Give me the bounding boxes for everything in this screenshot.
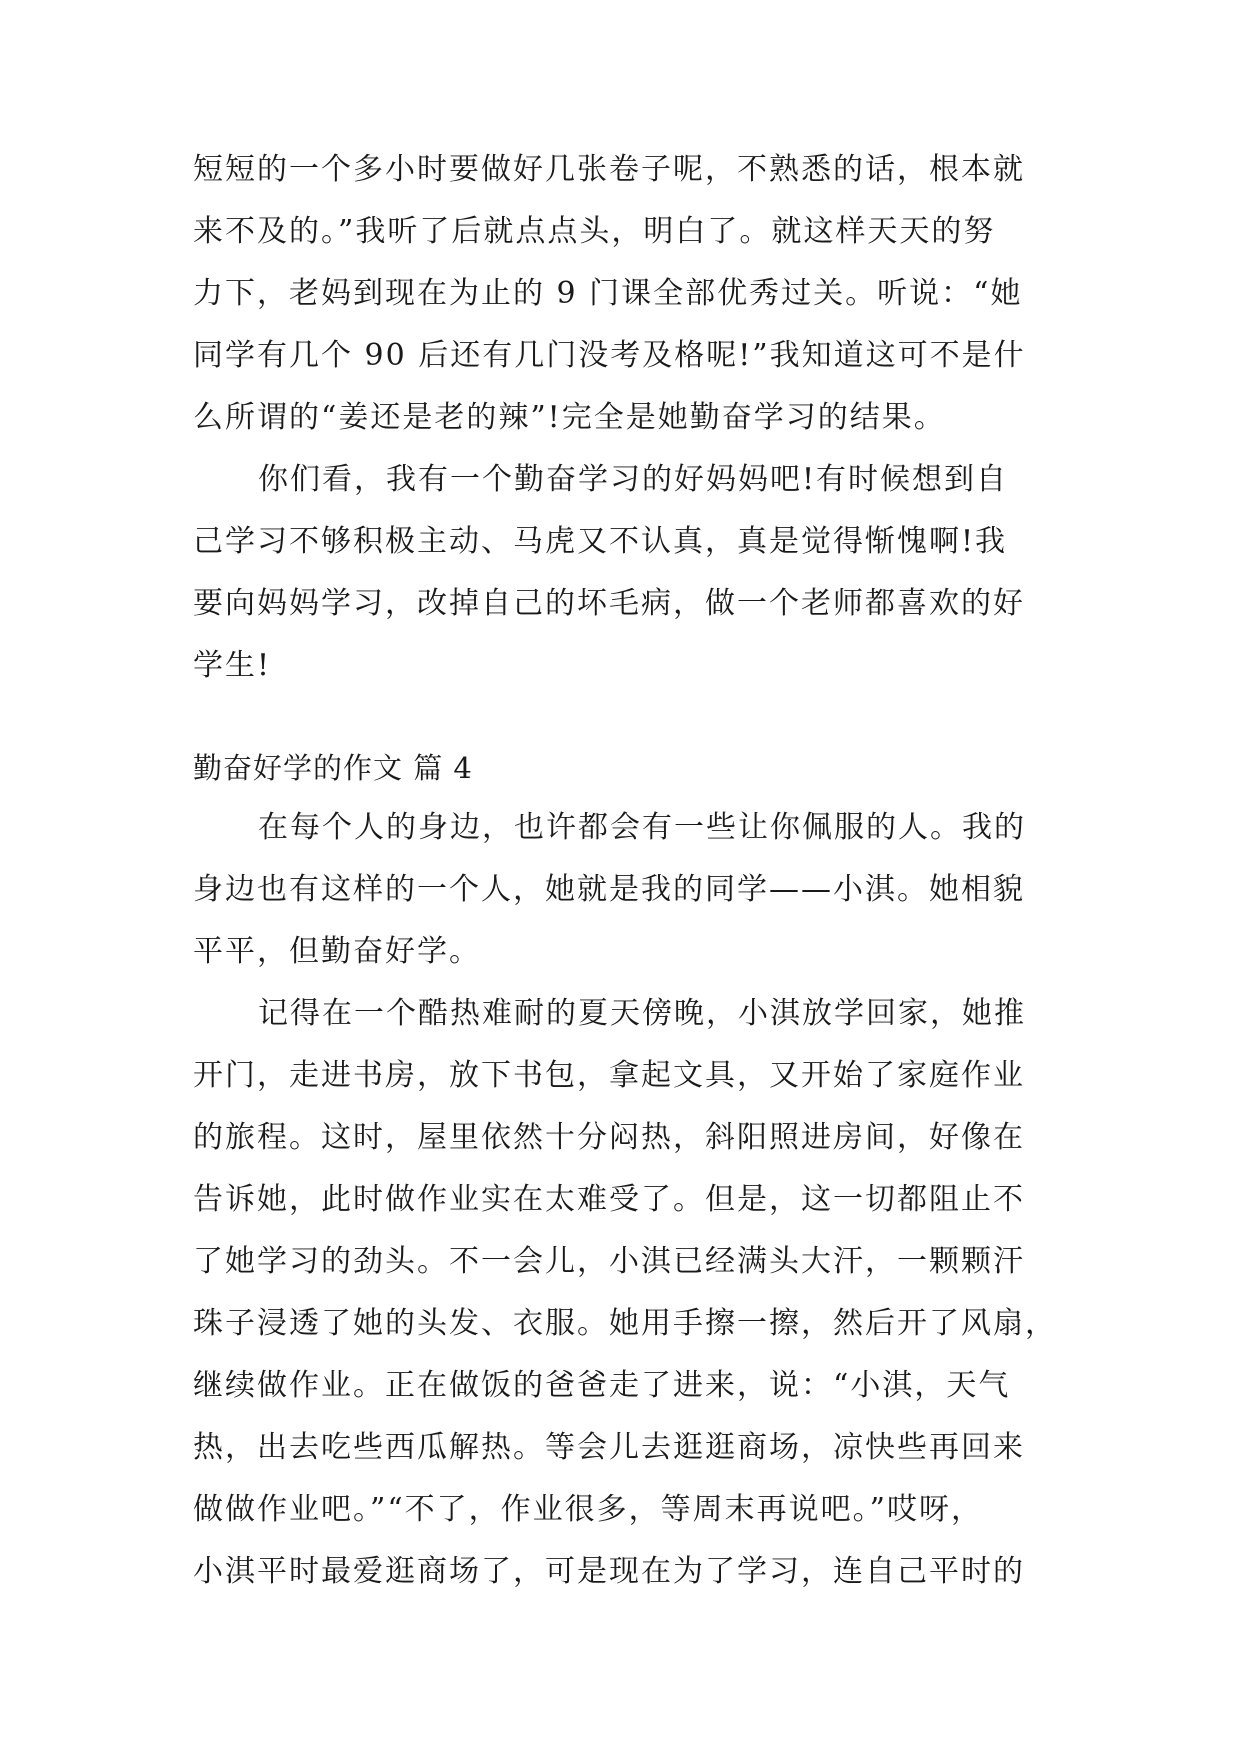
text-line: 己学习不够积极主动、马虎又不认真，真是觉得惭愧啊!我 <box>193 524 1008 559</box>
text-line: 同学有几个 90 后还有几门没考及格呢!”我知道这可不是什 <box>193 338 1026 373</box>
text-line: 学生! <box>193 648 272 683</box>
section-heading: 勤奋好学的作文 篇 4 <box>193 751 473 785</box>
text-line: 你们看，我有一个勤奋学习的好妈妈吧!有时候想到自 <box>258 462 1009 497</box>
text-line: 记得在一个酷热难耐的夏天傍晚，小淇放学回家，她推 <box>258 996 1026 1031</box>
text-line: 开门，走进书房，放下书包，拿起文具，又开始了家庭作业 <box>193 1058 1025 1093</box>
text-line: 继续做作业。正在做饭的爸爸走了进来，说：“小淇，天气 <box>193 1368 1011 1403</box>
text-line: 小淇平时最爱逛商场了，可是现在为了学习，连自己平时的 <box>193 1554 1025 1589</box>
text-line: 平平，但勤奋好学。 <box>193 934 481 969</box>
text-line: 身边也有这样的一个人，她就是我的同学——小淇。她相貌 <box>193 872 1025 907</box>
text-line: 要向妈妈学习，改掉自己的坏毛病，做一个老师都喜欢的好 <box>193 586 1025 621</box>
text-line: 了她学习的劲头。不一会儿，小淇已经满头大汗，一颗颗汗 <box>193 1244 1025 1279</box>
text-line: 的旅程。这时，屋里依然十分闷热，斜阳照进房间，好像在 <box>193 1120 1025 1155</box>
text-line: 热，出去吃些西瓜解热。等会儿去逛逛商场，凉快些再回来 <box>193 1430 1025 1465</box>
text-line: 力下，老妈到现在为止的 9 门课全部优秀过关。听说：“她 <box>193 276 1023 311</box>
text-line: 么所谓的“姜还是老的辣”!完全是她勤奋学习的结果。 <box>193 400 946 435</box>
text-line: 珠子浸透了她的头发、衣服。她用手擦一擦，然后开了风扇， <box>193 1306 1057 1341</box>
text-line: 做做作业吧。”“不了，作业很多，等周末再说吧。”哎呀， <box>193 1492 984 1527</box>
text-line: 告诉她，此时做作业实在太难受了。但是，这一切都阻止不 <box>193 1182 1025 1217</box>
text-line: 在每个人的身边，也许都会有一些让你佩服的人。我的 <box>258 810 1026 845</box>
text-line: 短短的一个多小时要做好几张卷子呢，不熟悉的话，根本就 <box>193 152 1025 187</box>
text-line: 来不及的。”我听了后就点点头，明白了。就这样天天的努 <box>193 214 996 249</box>
